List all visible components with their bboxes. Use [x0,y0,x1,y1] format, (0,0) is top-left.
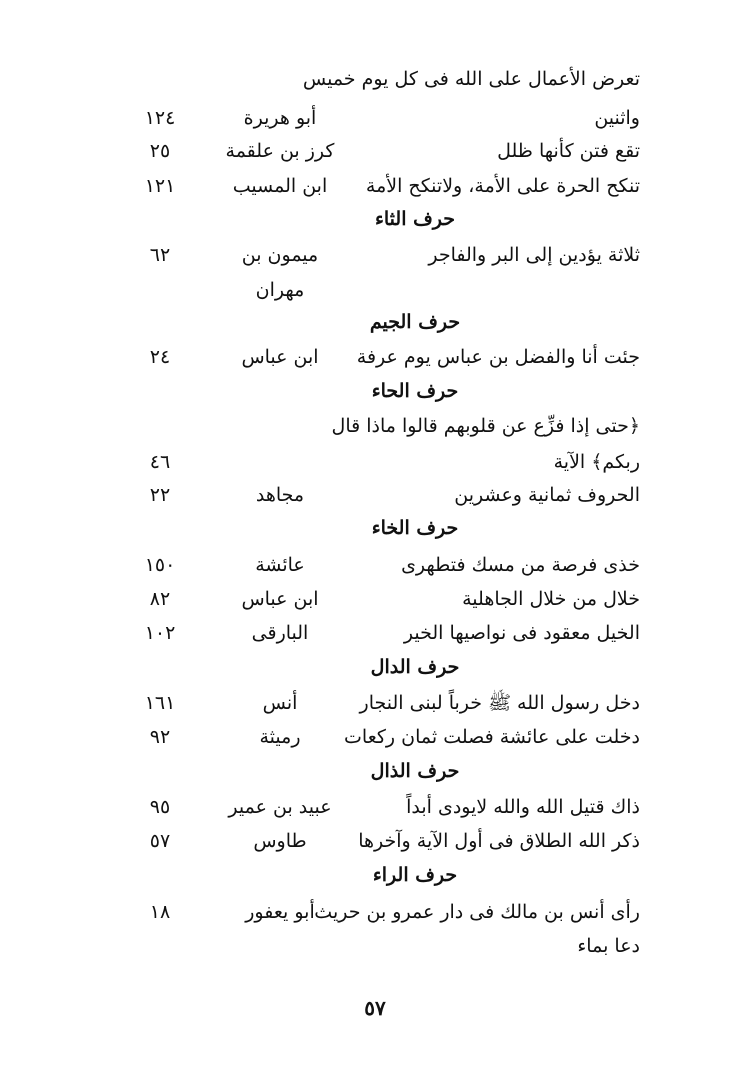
entry-page-number: ٨٢ [149,588,171,610]
index-entry [0,134,750,168]
index-entry [0,895,750,929]
entry-narrator: أنس [262,692,298,714]
section-heading [0,305,750,339]
entry-title: جئت أنا والفضل بن عباس يوم عرفة [356,346,640,368]
entry-title: ذكر الله الطلاق فى أول الآية وآخرها [358,830,640,852]
entry-title: تقع فتن كأنها ظلل [497,140,640,162]
index-entry [0,720,750,754]
entry-page-number: ٢٢ [149,484,171,506]
index-entry [0,824,750,858]
entry-page-number: ٩٢ [149,726,171,748]
index-entry [0,929,750,963]
entry-page-number: ١٦١ [144,692,176,714]
section-heading-text: حرف الخاء [371,517,459,539]
entry-title: ﴿حتى إذا فزِّع عن قلوبهم قالوا ماذا قال [331,415,640,437]
entry-title: دخل رسول الله ﷺ خرباً لبنى النجار [359,692,640,714]
index-entry [0,238,750,272]
entry-page-number: ١٢٤ [144,107,176,129]
section-heading [0,202,750,236]
entry-narrator: كرز بن علقمة [225,140,335,162]
index-entry [0,548,750,582]
section-heading [0,374,750,408]
entry-title: ذاك قتيل الله والله لايودى أبداً [406,796,640,818]
entry-narrator: ابن المسيب [232,175,328,197]
entry-page-number: ٢٥ [149,140,171,162]
entry-page-number: ٤٦ [149,451,171,473]
section-heading [0,650,750,684]
entry-page-number: ١٨ [149,901,171,923]
section-heading [0,511,750,545]
entry-title: الحروف ثمانية وعشرين [454,484,640,506]
section-heading [0,858,750,892]
section-heading [0,754,750,788]
entry-title: خلال من خلال الجاهلية [462,588,640,610]
index-entry [0,409,750,443]
section-heading-text: حرف الجيم [369,311,461,333]
entry-narrator: مجاهد [255,484,305,506]
index-entry [0,686,750,720]
index-entry [0,582,750,616]
index-entry [0,340,750,374]
entry-narrator: أبو يعفور [245,901,315,923]
entry-narrator: مهران [255,279,305,301]
entry-page-number: ٥٧ [149,830,171,852]
index-entry [0,790,750,824]
entry-narrator: البارقى [251,622,309,644]
index-entry [0,445,750,479]
entry-title: ربكم﴾ الآية [553,451,640,473]
section-heading-text: حرف الثاء [374,208,456,230]
section-heading-text: حرف الراء [372,864,458,886]
entry-narrator: طاوس [253,830,307,852]
entry-page-number: ١٠٢ [144,622,176,644]
index-entry [0,273,750,307]
entry-narrator: ميمون بن [241,244,319,266]
index-entry [0,101,750,135]
index-entry [0,62,750,96]
entry-page-number: ١٢١ [144,175,176,197]
entry-title: خذى فرصة من مسك فتطهرى [401,554,640,576]
index-entry [0,169,750,203]
entry-page-number: ٩٥ [149,796,171,818]
index-entry [0,478,750,512]
entry-title: دعا بماء [577,935,640,957]
entry-title: الخيل معقود فى نواصيها الخير [403,622,640,644]
section-heading-text: حرف الذال [370,760,460,782]
entry-narrator: ابن عباس [241,588,319,610]
entry-page-number: ٦٢ [149,244,171,266]
entry-title: دخلت على عائشة فصلت ثمان ركعات [344,726,640,748]
index-entry [0,616,750,650]
entry-title: رأى أنس بن مالك فى دار عمرو بن حريث [314,901,640,923]
entry-narrator: عائشة [255,554,305,576]
entry-page-number: ٢٤ [149,346,171,368]
entry-page-number: ١٥٠ [144,554,176,576]
entry-narrator: أبو هريرة [243,107,317,129]
entry-narrator: رميثة [259,726,301,748]
entry-title: تنكح الحرة على الأمة، ولاتنكح الأمة [365,175,640,197]
entry-title: تعرض الأعمال على الله فى كل يوم خميس [302,68,640,90]
entry-narrator: عبيد بن عمير [228,796,332,818]
entry-title: ثلاثة يؤدين إلى البر والفاجر [428,244,640,266]
section-heading-text: حرف الدال [370,656,460,678]
entry-title: واثنين [594,107,640,129]
page-number: ٥٧ [364,996,386,1020]
entry-narrator: ابن عباس [241,346,319,368]
section-heading-text: حرف الحاء [371,380,459,402]
